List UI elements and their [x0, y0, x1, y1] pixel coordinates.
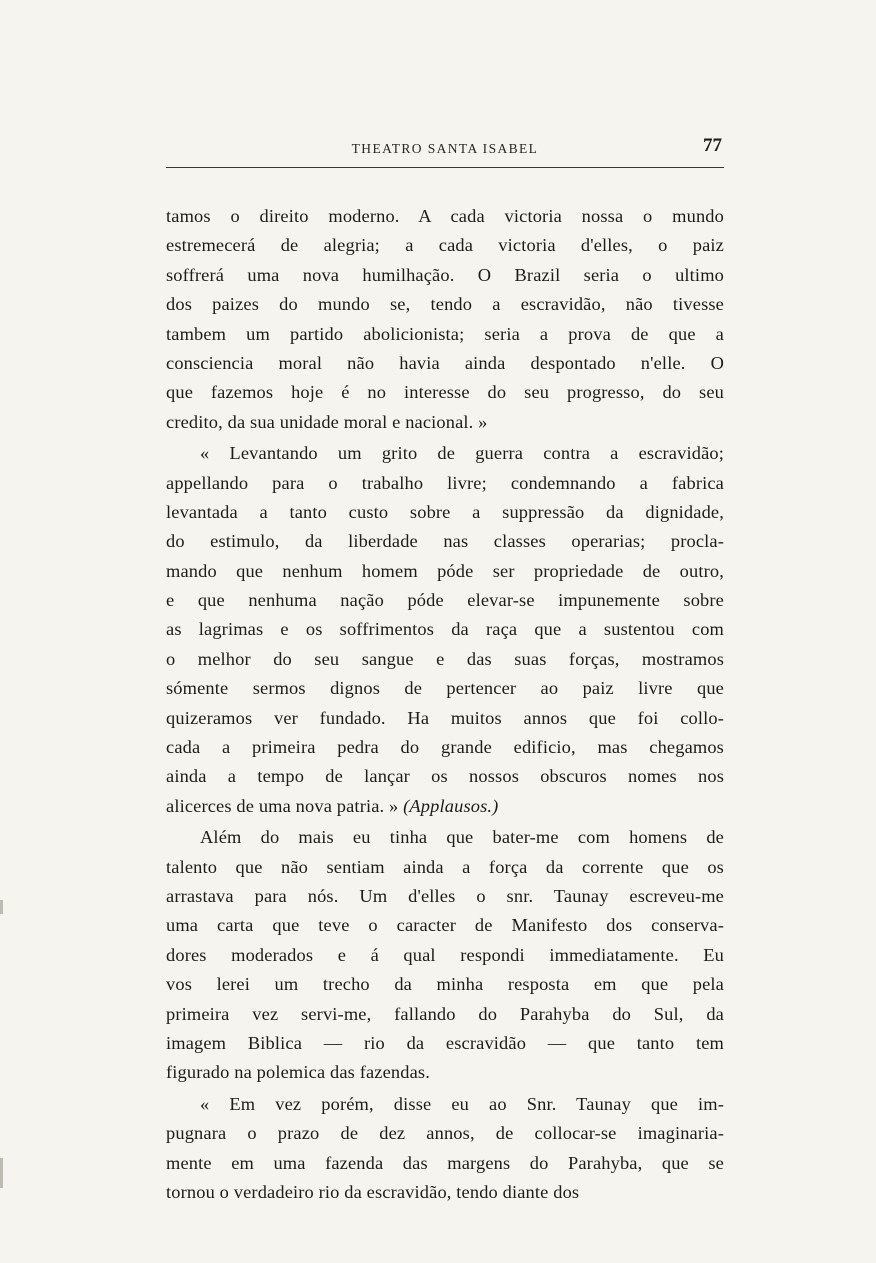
text-line: appellando para o trabalho livre; condemnando a fabrica — [166, 472, 724, 493]
text-line: e que nenhuma nação póde elevar-se impunemente sobre — [166, 590, 724, 611]
text-line: mente em uma fazenda das margens do Parahyba, que se — [166, 1152, 724, 1173]
page-edge-shadow — [0, 900, 3, 914]
text-line: soffrerá uma nova humilhação. O Brazil seria o ultimo — [166, 264, 724, 285]
text-line: vos lerei um trecho da minha resposta em que pela — [166, 974, 724, 995]
text-line: dores moderados e á qual respondi immediatamente. Eu — [166, 944, 724, 965]
text-line: tamos o direito moderno. A cada victoria nossa o mundo — [166, 206, 724, 226]
text-line: pugnara o prazo de dez annos, de collocar-se imaginaria- — [166, 1123, 724, 1144]
running-title: THEATRO SANTA ISABEL — [351, 141, 539, 156]
text-line: « Em vez porém, disse eu ao Snr. Taunay que im- — [200, 1093, 724, 1114]
paragraph — [166, 439, 724, 821]
text-line: arrastava para nós. Um d'elles o snr. Taunay escreveu-me — [166, 885, 724, 906]
text-line: Além do mais eu tinha que bater-me com homens de — [200, 827, 724, 848]
text-line: dos paizes do mundo se, tendo a escravidão, não tivesse — [166, 294, 724, 315]
text-line: ainda a tempo de lançar os nossos obscuros nomes nos — [166, 766, 724, 787]
text-line: do estimulo, da liberdade nas classes operarias; procla- — [166, 531, 724, 552]
text-line: « Levantando um grito de guerra contra a escravidão; — [200, 443, 724, 464]
text-line: estremecerá de alegria; a cada victoria d'elles, o paiz — [166, 235, 724, 256]
text-line: que fazemos hoje é no interesse do seu progresso, do seu — [166, 382, 724, 403]
text-line: credito, da sua unidade moral e nacional. » — [166, 411, 488, 432]
text-line: o melhor do seu sangue e das suas forças, mostramos — [166, 648, 724, 669]
text-line: tornou o verdadeiro rio da escravidão, tendo diante dos — [166, 1181, 580, 1202]
text-line — [166, 792, 724, 821]
applause-note: (Applausos.) — [403, 795, 499, 816]
text-line: levantada a tanto custo sobre a suppressão da dignidade, — [166, 501, 724, 522]
text-line: consciencia moral não havia ainda despontado n'elle. O — [166, 352, 724, 373]
text-line: primeira vez servi-me, fallando do Parahyba do Sul, da — [166, 1003, 724, 1024]
paragraph — [166, 202, 724, 437]
running-head — [166, 135, 724, 161]
body-text — [166, 202, 724, 1207]
text-line: uma carta que teve o caracter de Manifesto dos conserva- — [166, 915, 724, 936]
paragraph — [166, 1090, 724, 1208]
text-line: as lagrimas e os soffrimentos da raça que a sustentou com — [166, 619, 724, 640]
paragraph — [166, 823, 724, 1088]
text-line: quizeramos ver fundado. Ha muitos annos que foi collo- — [166, 707, 724, 728]
page-number: 77 — [703, 135, 722, 156]
text-line: figurado na polemica das fazendas. — [166, 1062, 430, 1083]
line-text: alicerces de uma nova patria. » — [166, 795, 404, 816]
text-line: imagem Biblica — rio da escravidão — que tanto tem — [166, 1032, 724, 1053]
text-line: tambem um partido abolicionista; seria a prova de que a — [166, 323, 724, 344]
header-rule — [166, 167, 724, 168]
page-edge-shadow — [0, 1158, 3, 1188]
text-line: sómente sermos dignos de pertencer ao paiz livre que — [166, 678, 724, 699]
text-line: mando que nenhum homem póde ser propriedade de outro, — [166, 560, 724, 581]
text-line: cada a primeira pedra do grande edificio, mas chegamos — [166, 737, 724, 758]
text-line: talento que não sentiam ainda a força da corrente que os — [166, 856, 724, 877]
